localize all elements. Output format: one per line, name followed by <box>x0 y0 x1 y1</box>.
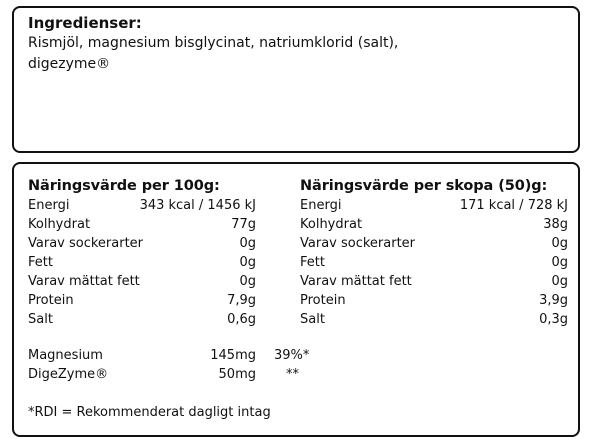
row-value: 0,3g <box>539 312 568 327</box>
row-label: Energi <box>28 198 70 213</box>
rdi-footnote: *RDI = Rekommenderat dagligt intag <box>28 405 271 420</box>
row-label: Varav mättat fett <box>28 274 140 289</box>
per-scoop-title: Näringsvärde per skopa (50)g: <box>300 178 548 194</box>
row-value: 0g <box>239 255 256 270</box>
nutrition-box <box>12 162 580 437</box>
table-row <box>300 215 568 234</box>
ingredients-box <box>12 6 580 153</box>
row-value: 0g <box>239 236 256 251</box>
row-value: 0g <box>239 274 256 289</box>
table-row <box>28 215 256 234</box>
table-row <box>28 253 256 272</box>
table-row <box>300 310 568 329</box>
row-value: 0g <box>551 274 568 289</box>
nutrition-per-100g <box>28 177 256 329</box>
ingredients-title: Ingredienser: <box>28 14 142 32</box>
row-label: Protein <box>28 293 74 308</box>
digezyme-rdi: ** <box>286 367 299 382</box>
row-label: Salt <box>300 312 325 327</box>
row-label: Kolhydrat <box>28 217 91 232</box>
row-value: 0,6g <box>227 312 256 327</box>
ingredients-line-1: Rismjöl, magnesium bisglycinat, natriumklorid (salt), <box>28 35 399 51</box>
row-label: Varav sockerarter <box>28 236 144 251</box>
magnesium-amount: 145mg <box>210 348 256 363</box>
table-row <box>300 291 568 310</box>
table-row <box>300 253 568 272</box>
row-value: 77g <box>231 217 256 232</box>
magnesium-rdi: 39%* <box>274 348 310 363</box>
table-row <box>28 291 256 310</box>
row-label: Fett <box>300 255 325 270</box>
table-row <box>28 196 256 215</box>
digezyme-amount: 50mg <box>218 367 256 382</box>
ingredients-line-2: digezyme® <box>28 56 111 72</box>
row-label: Kolhydrat <box>300 217 363 232</box>
row-value: 0g <box>551 236 568 251</box>
per-100g-title: Näringsvärde per 100g: <box>28 178 220 194</box>
table-row <box>28 310 256 329</box>
row-label: Energi <box>300 198 342 213</box>
table-row <box>28 234 256 253</box>
row-label: Varav sockerarter <box>300 236 416 251</box>
row-label: Salt <box>28 312 53 327</box>
magnesium-label: Magnesium <box>28 348 103 363</box>
table-row <box>300 272 568 291</box>
nutrition-per-scoop <box>300 177 568 329</box>
digezyme-label: DigeZyme® <box>28 367 109 382</box>
table-row <box>28 272 256 291</box>
row-label: Varav mättat fett <box>300 274 412 289</box>
row-value: 343 kcal / 1456 kJ <box>139 198 256 213</box>
row-value: 7,9g <box>227 293 256 308</box>
row-value: 38g <box>543 217 568 232</box>
row-label: Fett <box>28 255 53 270</box>
row-value: 0g <box>551 255 568 270</box>
table-row <box>300 234 568 253</box>
table-row <box>300 196 568 215</box>
row-label: Protein <box>300 293 346 308</box>
row-value: 171 kcal / 728 kJ <box>459 198 568 213</box>
row-value: 3,9g <box>539 293 568 308</box>
